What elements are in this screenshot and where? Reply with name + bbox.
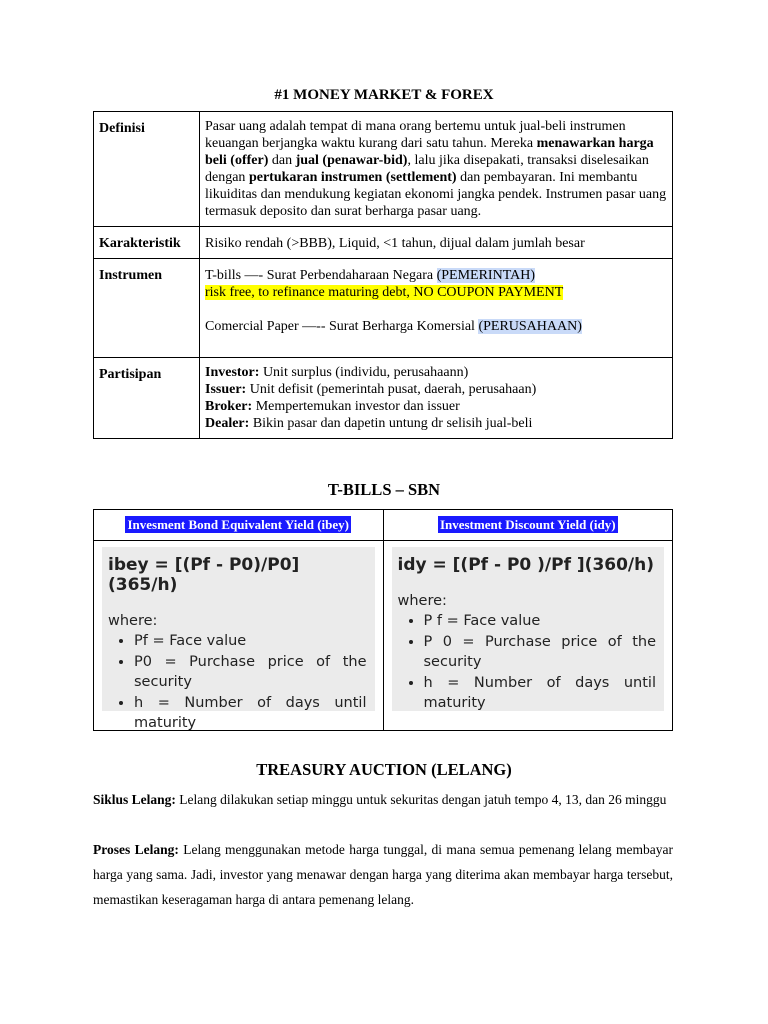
idy-equation: idy = [(Pf - P0 )/Pf ](360/h) [397, 555, 655, 575]
row-value-karakteristik: Risiko rendah (>BBB), Liquid, <1 tahun, dijual dalam jumlah besar [200, 227, 673, 259]
idy-variable-list [398, 611, 657, 714]
row-value-definisi [200, 112, 673, 227]
list-item: • P0 = Purchase price of the security [134, 652, 367, 693]
partisipan-item [205, 364, 667, 381]
list-item: • h = Number of days until maturity [424, 673, 657, 714]
row-value-partisipan [200, 358, 673, 439]
definition-table [93, 111, 673, 439]
partisipan-label: Issuer: [205, 382, 247, 397]
section-title-money-market: #1 MONEY MARKET & FOREX [274, 87, 494, 103]
table-row [94, 259, 673, 358]
instrumen-cp-line [205, 318, 667, 335]
table-row [94, 541, 673, 731]
partisipan-text: Unit surplus (individu, perusahaann) [259, 365, 469, 380]
row-key-instrumen: Instrumen [94, 259, 200, 358]
definisi-bold-1: menawarkan harga beli (offer) [205, 136, 654, 168]
cp-label: Comercial Paper —-- Surat Berharga Komersial [205, 319, 479, 334]
yield-formula-table [93, 509, 673, 731]
definisi-bold-3: pertukaran instrumen (settlement) [248, 170, 457, 185]
ibey-variable-list [108, 631, 367, 734]
table-row [94, 227, 673, 259]
cp-tag: (PERUSAHAAN) [478, 319, 582, 334]
idy-header-cell [383, 510, 673, 541]
proses-text: Lelang menggunakan metode harga tunggal, di mana semua pemenang lelang membayar harga yang sama. Jadi, investor yang menawar dengan harga yang diterima akan membayar harga tersebut, memastikan keseragaman harga di antara pemenang lelang. [93, 842, 673, 907]
ibey-formula-cell [94, 541, 384, 731]
ibey-formula-image [102, 547, 375, 731]
siklus-label: Siklus Lelang: [93, 792, 176, 807]
idy-formula-cell [383, 541, 673, 731]
partisipan-item [205, 415, 667, 432]
partisipan-label: Investor: [205, 365, 260, 380]
row-value-instrumen [200, 259, 673, 358]
list-item: • h = Number of days until maturity [134, 693, 367, 734]
section-title-tbills-sbn: T-BILLS – SBN [327, 480, 441, 499]
definisi-bold-2: jual (penawar-bid) [295, 153, 408, 168]
partisipan-text: Mempertemukan investor dan issuer [252, 399, 460, 414]
table-row [94, 358, 673, 439]
ibey-header-cell [94, 510, 384, 541]
idy-formula-image [392, 547, 665, 711]
partisipan-text: Bikin pasar dan dapetin untung dr selisih jual-beli [249, 416, 533, 431]
list-item: • P 0 = Purchase price of the security [424, 632, 657, 673]
proses-label: Proses Lelang: [93, 842, 179, 857]
tbills-note-line [205, 284, 667, 301]
definisi-text-3: , lalu jika disepakati, transaksi diselesaikan dengan [205, 153, 649, 185]
ibey-where-label: where: [108, 613, 158, 629]
idy-where-label: where: [397, 593, 447, 609]
list-item: • P f = Face value [424, 611, 657, 632]
list-item: • Pf = Face value [134, 631, 367, 652]
section-title-treasury-auction: TREASURY AUCTION (LELANG) [256, 760, 512, 779]
definisi-text-1: Pasar uang adalah tempat di mana orang bertemu untuk jual-beli instrumen keuangan berjangka waktu kurang dari satu tahun. Mereka [205, 119, 626, 151]
row-key-definisi: Definisi [94, 112, 200, 227]
partisipan-item [205, 398, 667, 415]
row-key-partisipan: Partisipan [94, 358, 200, 439]
instrumen-tbills-line [205, 267, 667, 284]
siklus-text: Lelang dilakukan setiap minggu untuk sekuritas dengan jatuh tempo 4, 13, dan 26 minggu [175, 792, 667, 807]
partisipan-label: Dealer: [205, 416, 250, 431]
paragraph-siklus-lelang [93, 787, 673, 812]
partisipan-item [205, 381, 667, 398]
tbills-label: T-bills —- Surat Perbendaharaan Negara [205, 268, 437, 283]
ibey-equation: ibey = [(Pf - P0)/P0](365/h) [108, 555, 300, 595]
ibey-header: Invesment Bond Equivalent Yield (ibey) [127, 517, 349, 532]
paragraph-proses-lelang [93, 837, 673, 912]
row-key-karakteristik: Karakteristik [94, 227, 200, 259]
definisi-text-2: dan [268, 153, 296, 168]
definisi-text-4: dan pembayaran. Ini membantu likuiditas dan mendukung kegiatan ekonomi jangka pendek. Instrumen pasar uang termasuk deposito dan surat berharga pasar uang. [205, 170, 667, 219]
partisipan-text: Unit defisit (pemerintah pusat, daerah, perusahaan) [246, 382, 537, 397]
table-row [94, 510, 673, 541]
tbills-tag: (PEMERINTAH) [436, 268, 536, 283]
idy-header: Investment Discount Yield (idy) [439, 517, 616, 532]
table-row [94, 112, 673, 227]
tbills-note: risk free, to refinance maturing debt, NO COUPON PAYMENT [205, 285, 564, 300]
partisipan-label: Broker: [205, 399, 253, 414]
